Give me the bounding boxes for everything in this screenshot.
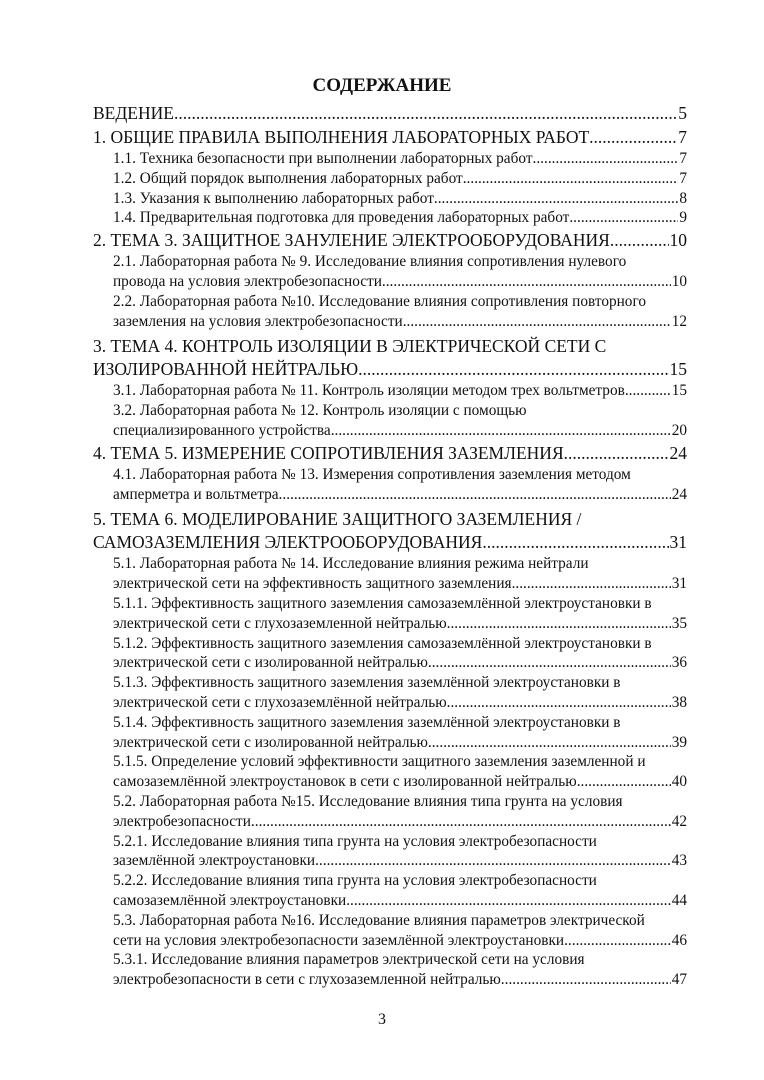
toc-subsection-entry[interactable] (93, 189, 687, 209)
dot-leader (279, 485, 671, 505)
toc-entry-text: ВЕДЕНИЕ (93, 103, 174, 123)
toc-subsection-entry[interactable] (93, 792, 687, 832)
toc-entry-text: 2. ТЕМА 3. ЗАЩИТНОЕ ЗАНУЛЕНИЕ ЭЛЕКТРООБОРУДОВАНИЯ (93, 230, 610, 251)
toc-entry-text: заземлённой электроустановки (113, 852, 316, 870)
dot-leader (482, 531, 668, 554)
toc-entry-line (93, 102, 687, 125)
toc-page-number: 36 (671, 654, 687, 672)
dot-leader (610, 229, 669, 252)
toc-page-number: 42 (671, 812, 687, 830)
toc-subsection-entry[interactable] (93, 950, 687, 990)
toc-page-number: 24 (669, 442, 687, 463)
page-title: СОДЕРЖАНИЕ (312, 75, 452, 96)
toc-section-entry[interactable] (93, 229, 687, 252)
toc-section-entry[interactable] (93, 442, 687, 465)
dot-leader (447, 693, 671, 713)
toc-page-number: 10 (669, 230, 687, 251)
toc-entry-line (113, 614, 687, 634)
toc-entry-line (113, 208, 687, 228)
toc-subsection-entry[interactable] (93, 752, 687, 792)
toc-page-number: 8 (679, 189, 687, 207)
toc-entry-text: 1.2. Общий порядок выполнения лабораторных работ (113, 169, 463, 187)
toc-entry-text: 3. ТЕМА 4. КОНТРОЛЬ ИЗОЛЯЦИИ В ЭЛЕКТРИЧЕСКОЙ СЕТИ С (93, 336, 607, 357)
toc-subsection-entry[interactable] (93, 871, 687, 911)
toc-page-number: 35 (671, 614, 687, 632)
toc-section-entry[interactable] (93, 102, 687, 125)
dot-leader (625, 381, 671, 401)
toc-entry-text: заземления на условия электробезопасности (113, 312, 403, 330)
dot-leader (382, 272, 671, 292)
dot-leader (463, 169, 679, 189)
toc-entry-text: 5.1.2. Эффективность защитного заземления самозаземлённой электроустановки в (113, 634, 652, 652)
dot-leader (501, 970, 671, 990)
toc-subsection-entry[interactable] (93, 292, 687, 332)
toc-page-number: 44 (671, 891, 687, 909)
toc-entry-text: 5.2.1. Исследование влияния типа грунта на условия электробезопасности (113, 832, 597, 850)
toc-entry-text: 5.1. Лабораторная работа № 14. Исследование влияния режима нейтрали (113, 555, 589, 573)
toc-subsection-entry[interactable] (93, 832, 687, 872)
toc-entry-text: 1.4. Предварительная подготовка для проведения лабораторных работ (113, 209, 570, 227)
toc-entry-line (93, 126, 687, 149)
toc-page-number: 12 (671, 312, 687, 330)
toc-page-number: 31 (671, 575, 687, 593)
toc-entry-line (113, 149, 687, 169)
toc-entry-line (113, 574, 687, 594)
toc-entry-text: 1.1. Техника безопасности при выполнении лабораторных работ (113, 150, 533, 167)
toc-page-number: 5 (678, 103, 687, 123)
toc-subsection-entry[interactable] (93, 401, 687, 441)
toc-page-number: 47 (671, 971, 687, 989)
toc-entry-text: самозаземлённой электроустановки (113, 891, 347, 909)
toc-page-number: 31 (669, 532, 687, 553)
toc-entry-text: электробезопасности в сети с глухозаземленной нейтралью (113, 971, 501, 989)
toc-entry-text: 4.1. Лабораторная работа № 13. Измерения сопротивления заземления методом (113, 465, 631, 483)
toc-entry-text: 5.1.4. Эффективность защитного заземления заземлённой электроустановки в (113, 713, 621, 731)
toc-entry-line (113, 272, 687, 292)
toc-entry-text: электрической сети с изолированной нейтралью (113, 654, 428, 672)
toc-entry-text: ИЗОЛИРОВАННОЙ НЕЙТРАЛЬЮ (93, 359, 359, 380)
toc-entry-text: самозаземлённой электроустановок в сети с изолированной нейтралью (113, 773, 577, 791)
toc-entry-text: электрической сети с глухозаземленной нейтралью (113, 614, 447, 632)
toc-page-number: 9 (679, 209, 687, 227)
toc-entry-text: 5.2. Лабораторная работа №15. Исследование влияния типа грунта на условия (113, 792, 623, 810)
toc-entry-text: 5. ТЕМА 6. МОДЕЛИРОВАНИЕ ЗАЩИТНОГО ЗАЗЕМЛЕНИЯ / (93, 509, 582, 530)
toc-subsection-entry[interactable] (93, 252, 687, 292)
toc-entry-text: 3.1. Лабораторная работа № 11. Контроль изоляции методом трех вольтметров (113, 382, 625, 400)
toc-entry-line (93, 229, 687, 252)
toc-entry-line (93, 531, 687, 554)
toc-subsection-entry[interactable] (93, 634, 687, 674)
toc-entry-text: специализированного устройства (113, 421, 331, 439)
toc-page-number: 46 (671, 931, 687, 949)
toc-page-number: 7 (679, 150, 687, 167)
toc-subsection-entry[interactable] (93, 149, 687, 169)
toc-page-number: 20 (671, 421, 687, 439)
toc-page-number: 15 (671, 382, 687, 400)
toc-entry-text: САМОЗАЗЕМЛЕНИЯ ЭЛЕКТРООБОРУДОВАНИЯ (93, 532, 483, 553)
toc-page-number: 39 (671, 733, 687, 751)
toc-section-entry[interactable] (93, 126, 687, 149)
dot-leader (428, 653, 671, 673)
toc-subsection-entry[interactable] (93, 169, 687, 189)
toc-entry-text: 5.2.2. Исследование влияния типа грунта на условия электробезопасности (113, 872, 597, 890)
toc-entry-text: 4. ТЕМА 5. ИЗМЕРЕНИЕ СОПРОТИВЛЕНИЯ ЗАЗЕМЛЕНИЯ (93, 442, 564, 463)
table-of-contents (93, 101, 687, 990)
toc-entry-text: 5.1.1. Эффективность защитного заземления самозаземлённой электроустановки в (113, 594, 652, 612)
toc-subsection-entry[interactable] (93, 911, 687, 951)
toc-entry-line (113, 891, 687, 911)
toc-entry-text: электрической сети с изолированной нейтралью (113, 733, 428, 751)
dot-leader (512, 574, 671, 594)
dot-leader (564, 442, 669, 465)
toc-entry-text: 2.1. Лабораторная работа № 9. Исследование влияния сопротивления нулевого (113, 253, 627, 271)
toc-subsection-entry[interactable] (93, 554, 687, 594)
toc-entry-text: амперметра и вольтметра (113, 485, 279, 503)
dot-leader (251, 812, 671, 832)
toc-entry-text: 1. ОБЩИЕ ПРАВИЛА ВЫПОЛНЕНИЯ ЛАБОРАТОРНЫХ РАБОТ (93, 127, 590, 147)
toc-subsection-entry[interactable] (93, 208, 687, 228)
toc-entry-text: 3.2. Лабораторная работа № 12. Контроль изоляции с помощью (113, 402, 527, 420)
toc-page-number: 24 (671, 485, 687, 503)
toc-entry-line (113, 381, 687, 401)
toc-entry-text: 2.2. Лабораторная работа №10. Исследование влияния сопротивления повторного (113, 292, 647, 310)
toc-subsection-entry[interactable] (93, 381, 687, 401)
toc-entry-line (113, 312, 687, 332)
toc-section-entry[interactable] (93, 508, 687, 554)
toc-subsection-entry[interactable] (93, 713, 687, 753)
toc-entry-line (113, 812, 687, 832)
toc-entry-line (113, 693, 687, 713)
dot-leader (315, 851, 671, 871)
dot-leader (434, 189, 678, 209)
dot-leader (447, 614, 671, 634)
toc-entry-text: электрической сети с глухозаземлённой нейтралью (113, 693, 447, 711)
toc-entry-line (113, 851, 687, 871)
dot-leader (569, 208, 678, 228)
toc-entry-text: 5.3.1. Исследование влияния параметров электрической сети на условия (113, 951, 585, 969)
dot-leader (403, 312, 671, 332)
toc-page-number: 38 (671, 693, 687, 711)
toc-entry-text: сети на условия электробезопасности заземлённой электроустановки (113, 931, 565, 949)
toc-entry-line (93, 358, 687, 381)
dot-leader (564, 931, 671, 951)
toc-entry-text: электрической сети на эффективность защитного заземления (113, 575, 512, 593)
toc-page-number: 15 (669, 359, 687, 380)
toc-page-number: 40 (671, 773, 687, 791)
toc-entry-line (113, 772, 687, 792)
toc-page-number: 7 (678, 127, 687, 147)
dot-leader (577, 772, 671, 792)
toc-entry-line (113, 931, 687, 951)
toc-entry-text: 5.3. Лабораторная работа №16. Исследование влияния параметров электрической (113, 911, 645, 929)
toc-entry-text: 1.3. Указания к выполнению лабораторных работ (113, 189, 434, 207)
toc-subsection-entry[interactable] (93, 465, 687, 505)
toc-entry-line (113, 189, 687, 209)
toc-subsection-entry[interactable] (93, 594, 687, 634)
toc-section-entry[interactable] (93, 335, 687, 381)
toc-entry-line (113, 169, 687, 189)
page-number: 3 (378, 1011, 386, 1028)
toc-entry-line (113, 421, 687, 441)
toc-entry-text: провода на условия электробезопасности (113, 272, 382, 290)
dot-leader (589, 126, 677, 149)
dot-leader (174, 102, 677, 125)
toc-entry-line (93, 442, 687, 465)
toc-entry-text: 5.1.5. Определение условий эффективности защитного заземления заземленной и (113, 753, 646, 771)
toc-page-number: 7 (679, 169, 687, 187)
dot-leader (428, 733, 671, 753)
toc-page-number: 43 (671, 852, 687, 870)
toc-entry-text: электробезопасности (113, 812, 251, 830)
toc-entry-line (113, 485, 687, 505)
dot-leader (346, 891, 671, 911)
dot-leader (331, 421, 671, 441)
dot-leader (533, 149, 679, 169)
dot-leader (358, 358, 668, 381)
toc-page-number: 10 (671, 272, 687, 290)
toc-subsection-entry[interactable] (93, 673, 687, 713)
toc-entry-text: 5.1.3. Эффективность защитного заземления заземлённой электроустановки в (113, 674, 621, 692)
toc-entry-line (113, 653, 687, 673)
toc-entry-line (113, 970, 687, 990)
toc-entry-line (113, 733, 687, 753)
